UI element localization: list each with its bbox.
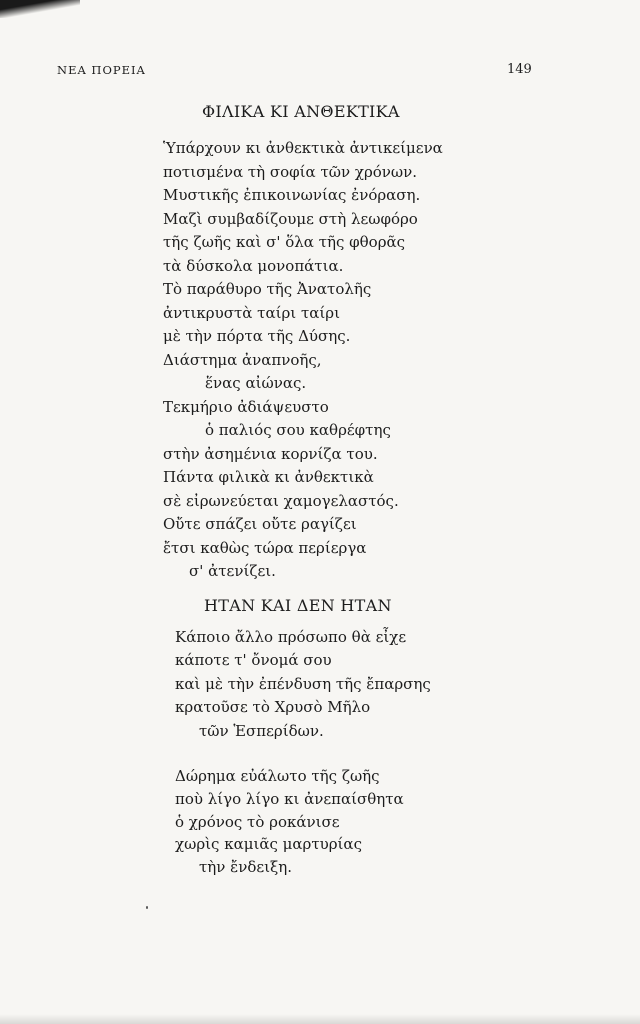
poem-line: Τεκμήριο ἀδιάψευστο bbox=[163, 397, 329, 416]
poem-line: Μυστικῆς ἐπικοινωνίας ἐνόραση. bbox=[163, 186, 421, 204]
poem-line-indented: τῶν Ἑσπερίδων. bbox=[199, 721, 324, 740]
poem-line: Διάστημα ἀναπνοῆς, bbox=[163, 350, 322, 369]
running-head: ΝΕΑ ΠΟΡΕΙΑ bbox=[57, 63, 146, 77]
poem-line: ποτισμένα τὴ σοφία τῶν χρόνων. bbox=[163, 162, 418, 181]
poem-line: ὁ χρόνος τὸ ροκάνισε bbox=[175, 812, 340, 831]
poem-2-title: ΗΤΑΝ ΚΑΙ ΔΕΝ ΗΤΑΝ bbox=[204, 596, 392, 615]
poem-line: τῆς ζωῆς καὶ σ' ὅλα τῆς φθορᾶς bbox=[163, 233, 406, 251]
poem-2-stanza-1 bbox=[175, 626, 431, 743]
poem-line-indented: ἕνας αἰώνας. bbox=[205, 374, 307, 392]
poem-line: κάποτε τ' ὄνομά σου bbox=[175, 651, 332, 670]
poem-line: Κάποιο ἄλλο πρόσωπο θὰ εἶχε bbox=[175, 628, 407, 646]
poem-line: κρατοῦσε τὸ Χρυσὸ Μῆλο bbox=[175, 698, 371, 717]
poem-line-indented: ὁ παλιός σου καθρέφτης bbox=[205, 421, 391, 439]
poem-line: στὴν ἀσημένια κορνίζα του. bbox=[163, 444, 378, 463]
poem-1-stanza bbox=[163, 137, 443, 584]
poem-line: καὶ μὲ τὴν ἐπένδυση τῆς ἔπαρσης bbox=[175, 674, 431, 693]
poem-line: χωρὶς καμιᾶς μαρτυρίας bbox=[175, 835, 362, 854]
poem-line: τὰ δύσκολα μονοπάτια. bbox=[163, 256, 344, 275]
scan-shadow-corner bbox=[0, 0, 80, 18]
poem-line: Δώρημα εὐάλωτο τῆς ζωῆς bbox=[175, 767, 380, 785]
poem-line: ἀντικρυστὰ ταίρι ταίρι bbox=[163, 303, 340, 322]
poem-line: σὲ εἰρωνεύεται χαμογελαστός. bbox=[163, 491, 399, 510]
poem-line: Πάντα φιλικὰ κι ἀνθεκτικὰ bbox=[163, 468, 374, 486]
scan-shadow-bottom bbox=[0, 1014, 640, 1024]
poem-line: Ὑπάρχουν κι ἀνθεκτικὰ ἀντικείμενα bbox=[163, 139, 443, 157]
poem-line: ποὺ λίγο λίγο κι ἀνεπαίσθητα bbox=[175, 789, 404, 808]
poem-line: ἔτσι καθὼς τώρα περίεργα bbox=[163, 538, 367, 557]
poem-line: Τὸ παράθυρο τῆς Ἀνατολῆς bbox=[163, 280, 372, 298]
poem-line-indented: τὴν ἔνδειξη. bbox=[199, 858, 293, 877]
poem-line: Μαζὶ συμβαδίζουμε στὴ λεωφόρο bbox=[163, 209, 418, 228]
poem-line-indented: σ' ἀτενίζει. bbox=[189, 562, 276, 580]
poem-1-title: ΦΙΛΙΚΑ ΚΙ ΑΝΘΕΚΤΙΚΑ bbox=[202, 102, 400, 121]
poem-line: μὲ τὴν πόρτα τῆς Δύσης. bbox=[163, 327, 351, 345]
poem-2-stanza-2 bbox=[175, 765, 404, 879]
ink-speck bbox=[146, 906, 148, 909]
poem-line: Οὔτε σπάζει οὔτε ραγίζει bbox=[163, 515, 357, 533]
page-number: 149 bbox=[507, 62, 532, 77]
